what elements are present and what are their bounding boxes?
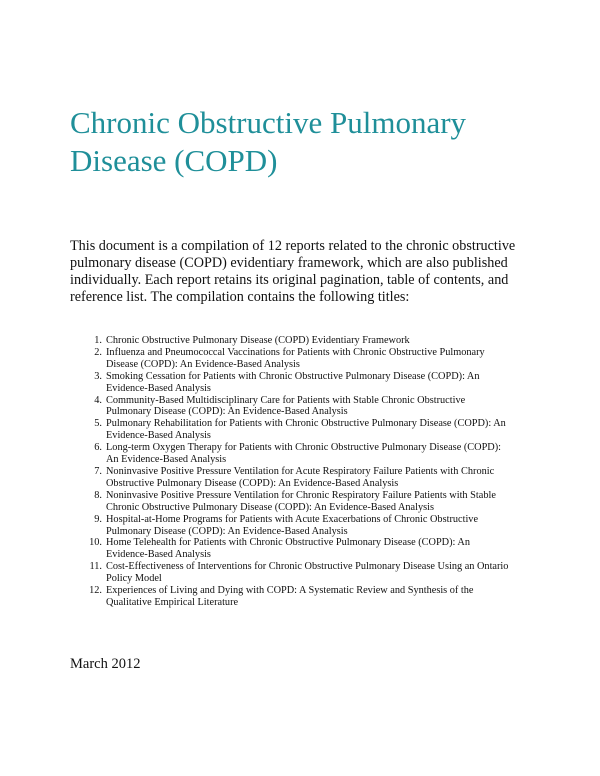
list-item-text: Cost-Effectiveness of Interventions for Chronic Obstructive Pulmonary Disease Using an Ontario — [106, 561, 509, 573]
list-item-number: 3. — [94, 370, 102, 382]
list-item-text: Influenza and Pneumococcal Vaccinations for Patients with Chronic Obstructive Pulmonary — [106, 346, 485, 358]
list-item — [84, 490, 544, 514]
intro-line: This document is a compilation of 12 reports related to the chronic obstructive — [70, 238, 516, 254]
list-item-text: Long-term Oxygen Therapy for Patients with Chronic Obstructive Pulmonary Disease (COPD): — [106, 442, 502, 454]
list-item-text: Pulmonary Rehabilitation for Patients with Chronic Obstructive Pulmonary Disease (COPD): An — [106, 418, 506, 430]
list-item-text: Pulmonary Disease (COPD): An Evidence-Based Analysis — [106, 525, 348, 537]
list-item-number: 11. — [89, 561, 102, 573]
list-item — [84, 514, 544, 538]
list-item — [84, 347, 544, 371]
list-item — [84, 371, 544, 395]
intro-paragraph — [70, 238, 540, 306]
intro-line: pulmonary disease (COPD) evidentiary framework, which are also published — [70, 255, 508, 271]
list-item-text: Evidence-Based Analysis — [106, 382, 211, 394]
list-item-text: Policy Model — [106, 573, 162, 585]
list-item — [84, 335, 544, 347]
list-item-text: Noninvasive Positive Pressure Ventilation for Chronic Respiratory Failure Patients with Stable — [106, 489, 496, 501]
list-item-number: 1. — [94, 335, 102, 346]
list-item-text: Noninvasive Positive Pressure Ventilation for Acute Respiratory Failure Patients with Chronic — [106, 465, 495, 477]
list-item-number: 9. — [94, 513, 102, 525]
list-item — [84, 561, 544, 585]
list-item-text: Home Telehealth for Patients with Chronic Obstructive Pulmonary Disease (COPD): An — [106, 537, 470, 549]
list-item-text: Experiences of Living and Dying with COPD: A Systematic Review and Synthesis of the — [106, 585, 474, 597]
list-item-number: 4. — [94, 394, 102, 406]
list-item-text: Disease (COPD): An Evidence-Based Analysis — [106, 358, 300, 370]
list-item — [84, 418, 544, 442]
list-item-text: Qualitative Empirical Literature — [106, 596, 239, 608]
intro-line: individually. Each report retains its original pagination, table of contents, and — [70, 272, 509, 288]
list-item-text: Evidence-Based Analysis — [106, 549, 211, 561]
title-line-2: Disease (COPD) — [70, 143, 278, 178]
list-item-text: An Evidence-Based Analysis — [106, 454, 227, 466]
publication-date: March 2012 — [70, 656, 141, 672]
list-item-text: Chronic Obstructive Pulmonary Disease (COPD) Evidentiary Framework — [106, 335, 410, 346]
list-item-text: Obstructive Pulmonary Disease (COPD): An Evidence-Based Analysis — [106, 477, 399, 489]
list-item-text: Pulmonary Disease (COPD): An Evidence-Based Analysis — [106, 406, 348, 418]
list-item — [84, 395, 544, 419]
list-item-text: Hospital-at-Home Programs for Patients with Acute Exacerbations of Chronic Obstructive — [106, 513, 479, 525]
list-item-text: Smoking Cessation for Patients with Chronic Obstructive Pulmonary Disease (COPD): An — [106, 370, 480, 382]
list-item-number: 5. — [94, 418, 102, 430]
list-item-number: 12. — [89, 585, 102, 597]
intro-line: reference list. The compilation contains the following titles: — [70, 289, 410, 305]
page-title — [70, 104, 540, 180]
list-item-number: 7. — [94, 465, 102, 477]
list-item-text: Evidence-Based Analysis — [106, 430, 211, 442]
list-item — [84, 442, 544, 466]
list-item-number: 8. — [94, 489, 102, 501]
list-item-text: Chronic Obstructive Pulmonary Disease (COPD): An Evidence-Based Analysis — [106, 501, 435, 513]
title-line-1: Chronic Obstructive Pulmonary — [70, 105, 467, 140]
list-item — [84, 466, 544, 490]
list-item-text: Community-Based Multidisciplinary Care for Patients with Stable Chronic Obstructive — [106, 394, 466, 406]
report-title-list — [84, 335, 544, 609]
list-item-number: 6. — [94, 442, 102, 454]
list-item-number: 10. — [89, 537, 102, 549]
list-item — [84, 585, 544, 609]
list-item-number: 2. — [94, 346, 102, 358]
list-item — [84, 537, 544, 561]
